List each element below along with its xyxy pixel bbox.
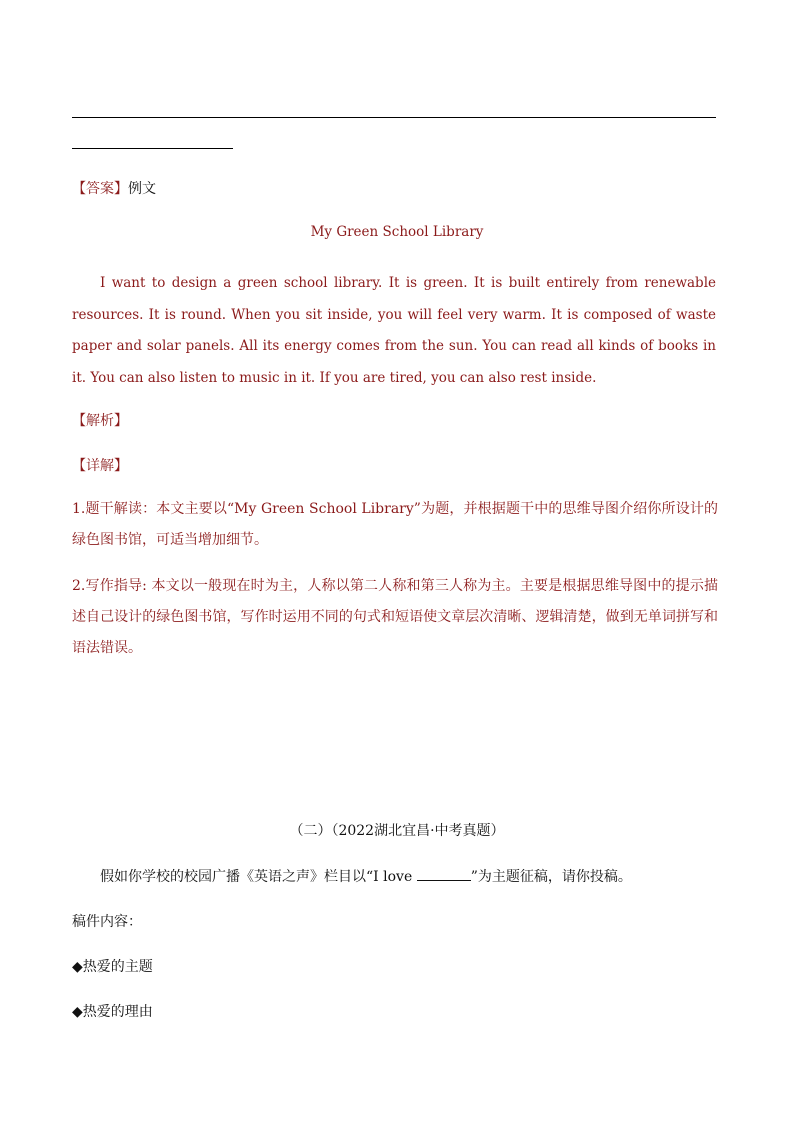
answer-heading (72, 178, 156, 198)
prompt-before: 假如你学校的校园广播《英语之声》栏目以“I love (100, 869, 417, 885)
essay-title: My Green School Library (310, 224, 484, 240)
answer-label: 【答案】 (72, 181, 128, 197)
answer-line-full (72, 117, 716, 118)
prompt-after: ”为主题征稿，请你投稿。 (470, 869, 632, 885)
prompt-blank (417, 868, 471, 881)
answer-example-label: 例文 (128, 181, 156, 197)
section-title: （二）（2022湖北宜昌·中考真题） (289, 823, 505, 839)
content-label: 稿件内容： (72, 914, 142, 930)
essay-body: I want to design a green school library. It is green. It is built entirely from renewable resources. It is round. When you sit inside, you will feel very warm. It is composed of waste paper and solar panels. All its energy comes from the sun. You can read all kinds of books in it. You can also listen to music in it. If you are tired, you can also rest inside. (72, 275, 716, 386)
bullet-item: ◆热爱的主题 (72, 959, 153, 975)
analysis-point-1: 1.题干解读：本文主要以“My Green School Library”为题，并根据题干中的思维导图介绍你所设计的绿色图书馆，可适当增加细节。 (72, 501, 718, 548)
analysis-label: 【解析】 (72, 413, 128, 429)
analysis-point-2: 2.写作指导: 本文以一般现在时为主，人称以第二人称和第三人称为主。主要是根据思维导图中的提示描述自己设计的绿色图书馆，写作时运用不同的句式和短语使文章层次清晰、逻辑清楚，做到无单词拼写和语法错误。 (72, 578, 718, 656)
section-prompt (100, 866, 632, 886)
bullet-item: ◆热爱的理由 (72, 1004, 153, 1020)
answer-line-short (72, 148, 233, 149)
detail-label: 【详解】 (72, 458, 128, 474)
